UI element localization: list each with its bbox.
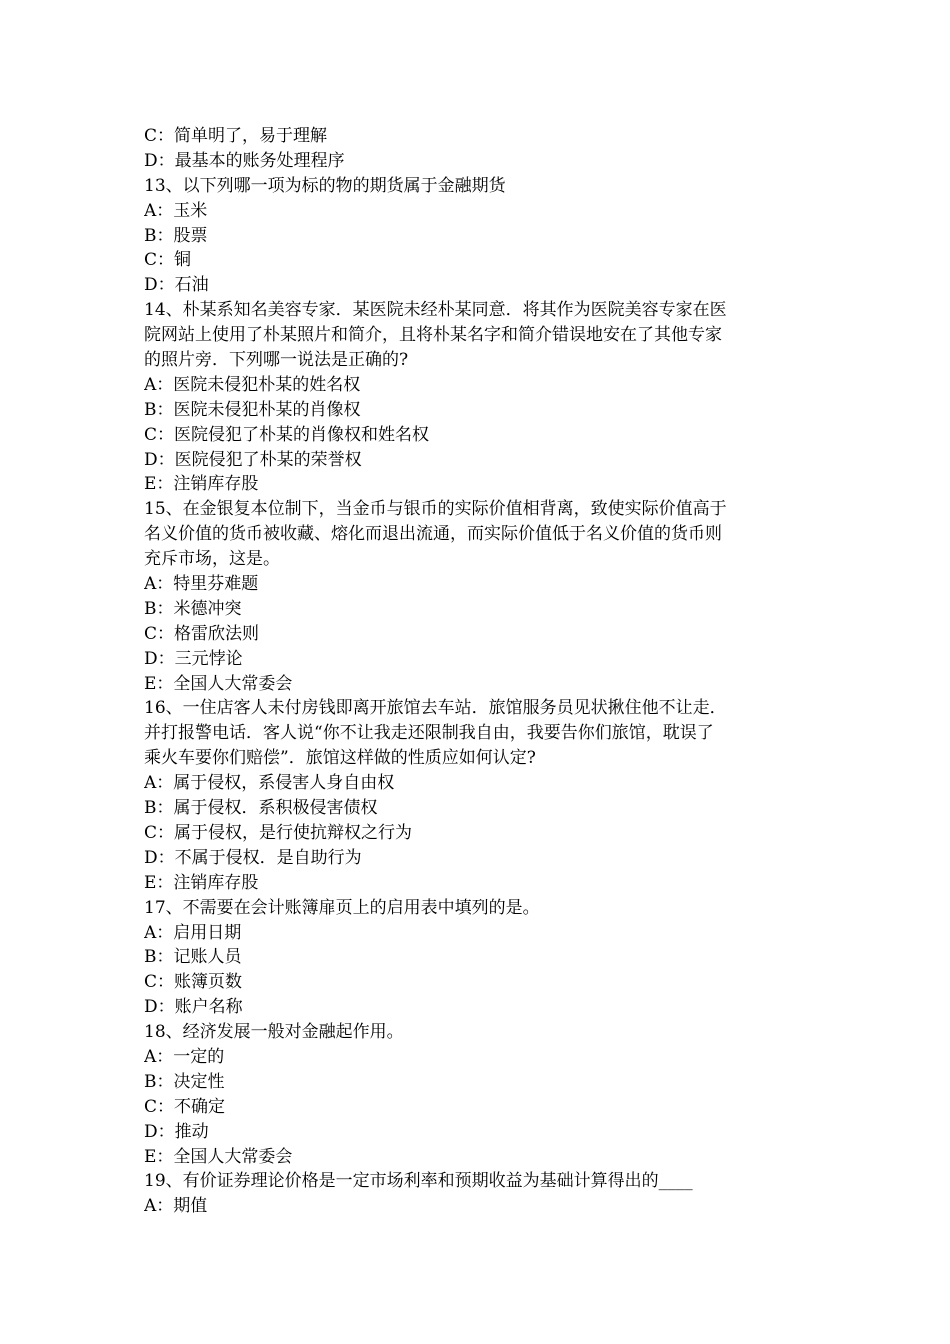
option-d-q16: D：不属于侵权．是自助行为	[144, 847, 362, 868]
question-16-line-3: 乘火车要你们赔偿”．旅馆这样做的性质应如何认定?	[144, 748, 536, 769]
option-b-q13: B：股票	[144, 225, 208, 246]
option-a-q17: A：启用日期	[144, 922, 242, 943]
option-e-q16: E：注销库存股	[144, 872, 259, 893]
question-16-line-2: 并打报警电话．客人说“你不让我走还限制我自由，我要告你们旅馆，耽误了	[144, 723, 714, 744]
option-c-q13: C：铜	[144, 250, 192, 271]
question-13: 13、以下列哪一项为标的物的期货属于金融期货	[144, 175, 506, 196]
question-16-line-1: 16、一住店客人未付房钱即离开旅馆去车站．旅馆服务员见状揪住他不让走．	[144, 698, 727, 719]
option-d-q17: D：账户名称	[144, 997, 243, 1018]
option-c-q14: C：医院侵犯了朴某的肖像权和姓名权	[144, 424, 430, 445]
question-14-line-3: 的照片旁．下列哪一说法是正确的?	[144, 350, 409, 371]
option-d-q18: D：推动	[144, 1121, 209, 1142]
option-a-q13: A：玉米	[144, 200, 208, 221]
option-d-q14: D：医院侵犯了朴某的荣誉权	[144, 449, 362, 470]
question-15-line-3: 充斥市场，这是。	[144, 549, 280, 570]
option-e-q18: E：全国人大常委会	[144, 1146, 293, 1167]
question-17: 17、不需要在会计账簿扉页上的启用表中填列的是。	[144, 897, 540, 918]
option-a-q19: A：期值	[144, 1196, 208, 1217]
option-e-q15: E：全国人大常委会	[144, 673, 293, 694]
option-c-q12: C：简单明了，易于理解	[144, 126, 328, 146]
question-14-line-1: 14、朴某系知名美容专家．某医院未经朴某同意．将其作为医院美容专家在医	[144, 300, 727, 321]
option-b-q18: B：决定性	[144, 1071, 225, 1092]
option-c-q17: C：账簿页数	[144, 972, 243, 993]
question-15-line-1: 15、在金银复本位制下，当金币与银币的实际价值相背离，致使实际价值高于	[144, 499, 727, 520]
option-a-q15: A：特里芬难题	[144, 574, 259, 595]
question-19: 19、有价证券理论价格是一定市场利率和预期收益为基础计算得出的____	[144, 1171, 693, 1192]
option-b-q17: B：记账人员	[144, 947, 242, 968]
option-b-q16: B：属于侵权．系积极侵害债权	[144, 798, 378, 819]
option-c-q16: C：属于侵权，是行使抗辩权之行为	[144, 822, 413, 843]
question-14-line-2: 院网站上使用了朴某照片和简介，且将朴某名字和简介错误地安在了其他专家	[144, 325, 722, 346]
option-c-q15: C：格雷欣法则	[144, 623, 260, 644]
option-a-q14: A：医院未侵犯朴某的姓名权	[144, 374, 361, 395]
option-e-q14: E：注销库存股	[144, 474, 259, 495]
question-18: 18、经济发展一般对金融起作用。	[144, 1022, 404, 1043]
option-d-q13: D：石油	[144, 275, 209, 296]
option-a-q16: A：属于侵权，系侵害人身自由权	[144, 773, 395, 794]
document-page	[144, 124, 814, 1219]
option-b-q15: B：米德冲突	[144, 598, 242, 619]
option-d-q12: D：最基本的账务处理程序	[144, 150, 345, 171]
option-d-q15: D：三元悖论	[144, 648, 243, 669]
option-b-q14: B：医院未侵犯朴某的肖像权	[144, 399, 361, 420]
option-a-q18: A：一定的	[144, 1046, 225, 1067]
option-c-q18: C：不确定	[144, 1096, 226, 1117]
question-15-line-2: 名义价值的货币被收藏、熔化而退出流通，而实际价值低于名义价值的货币则	[144, 524, 722, 545]
